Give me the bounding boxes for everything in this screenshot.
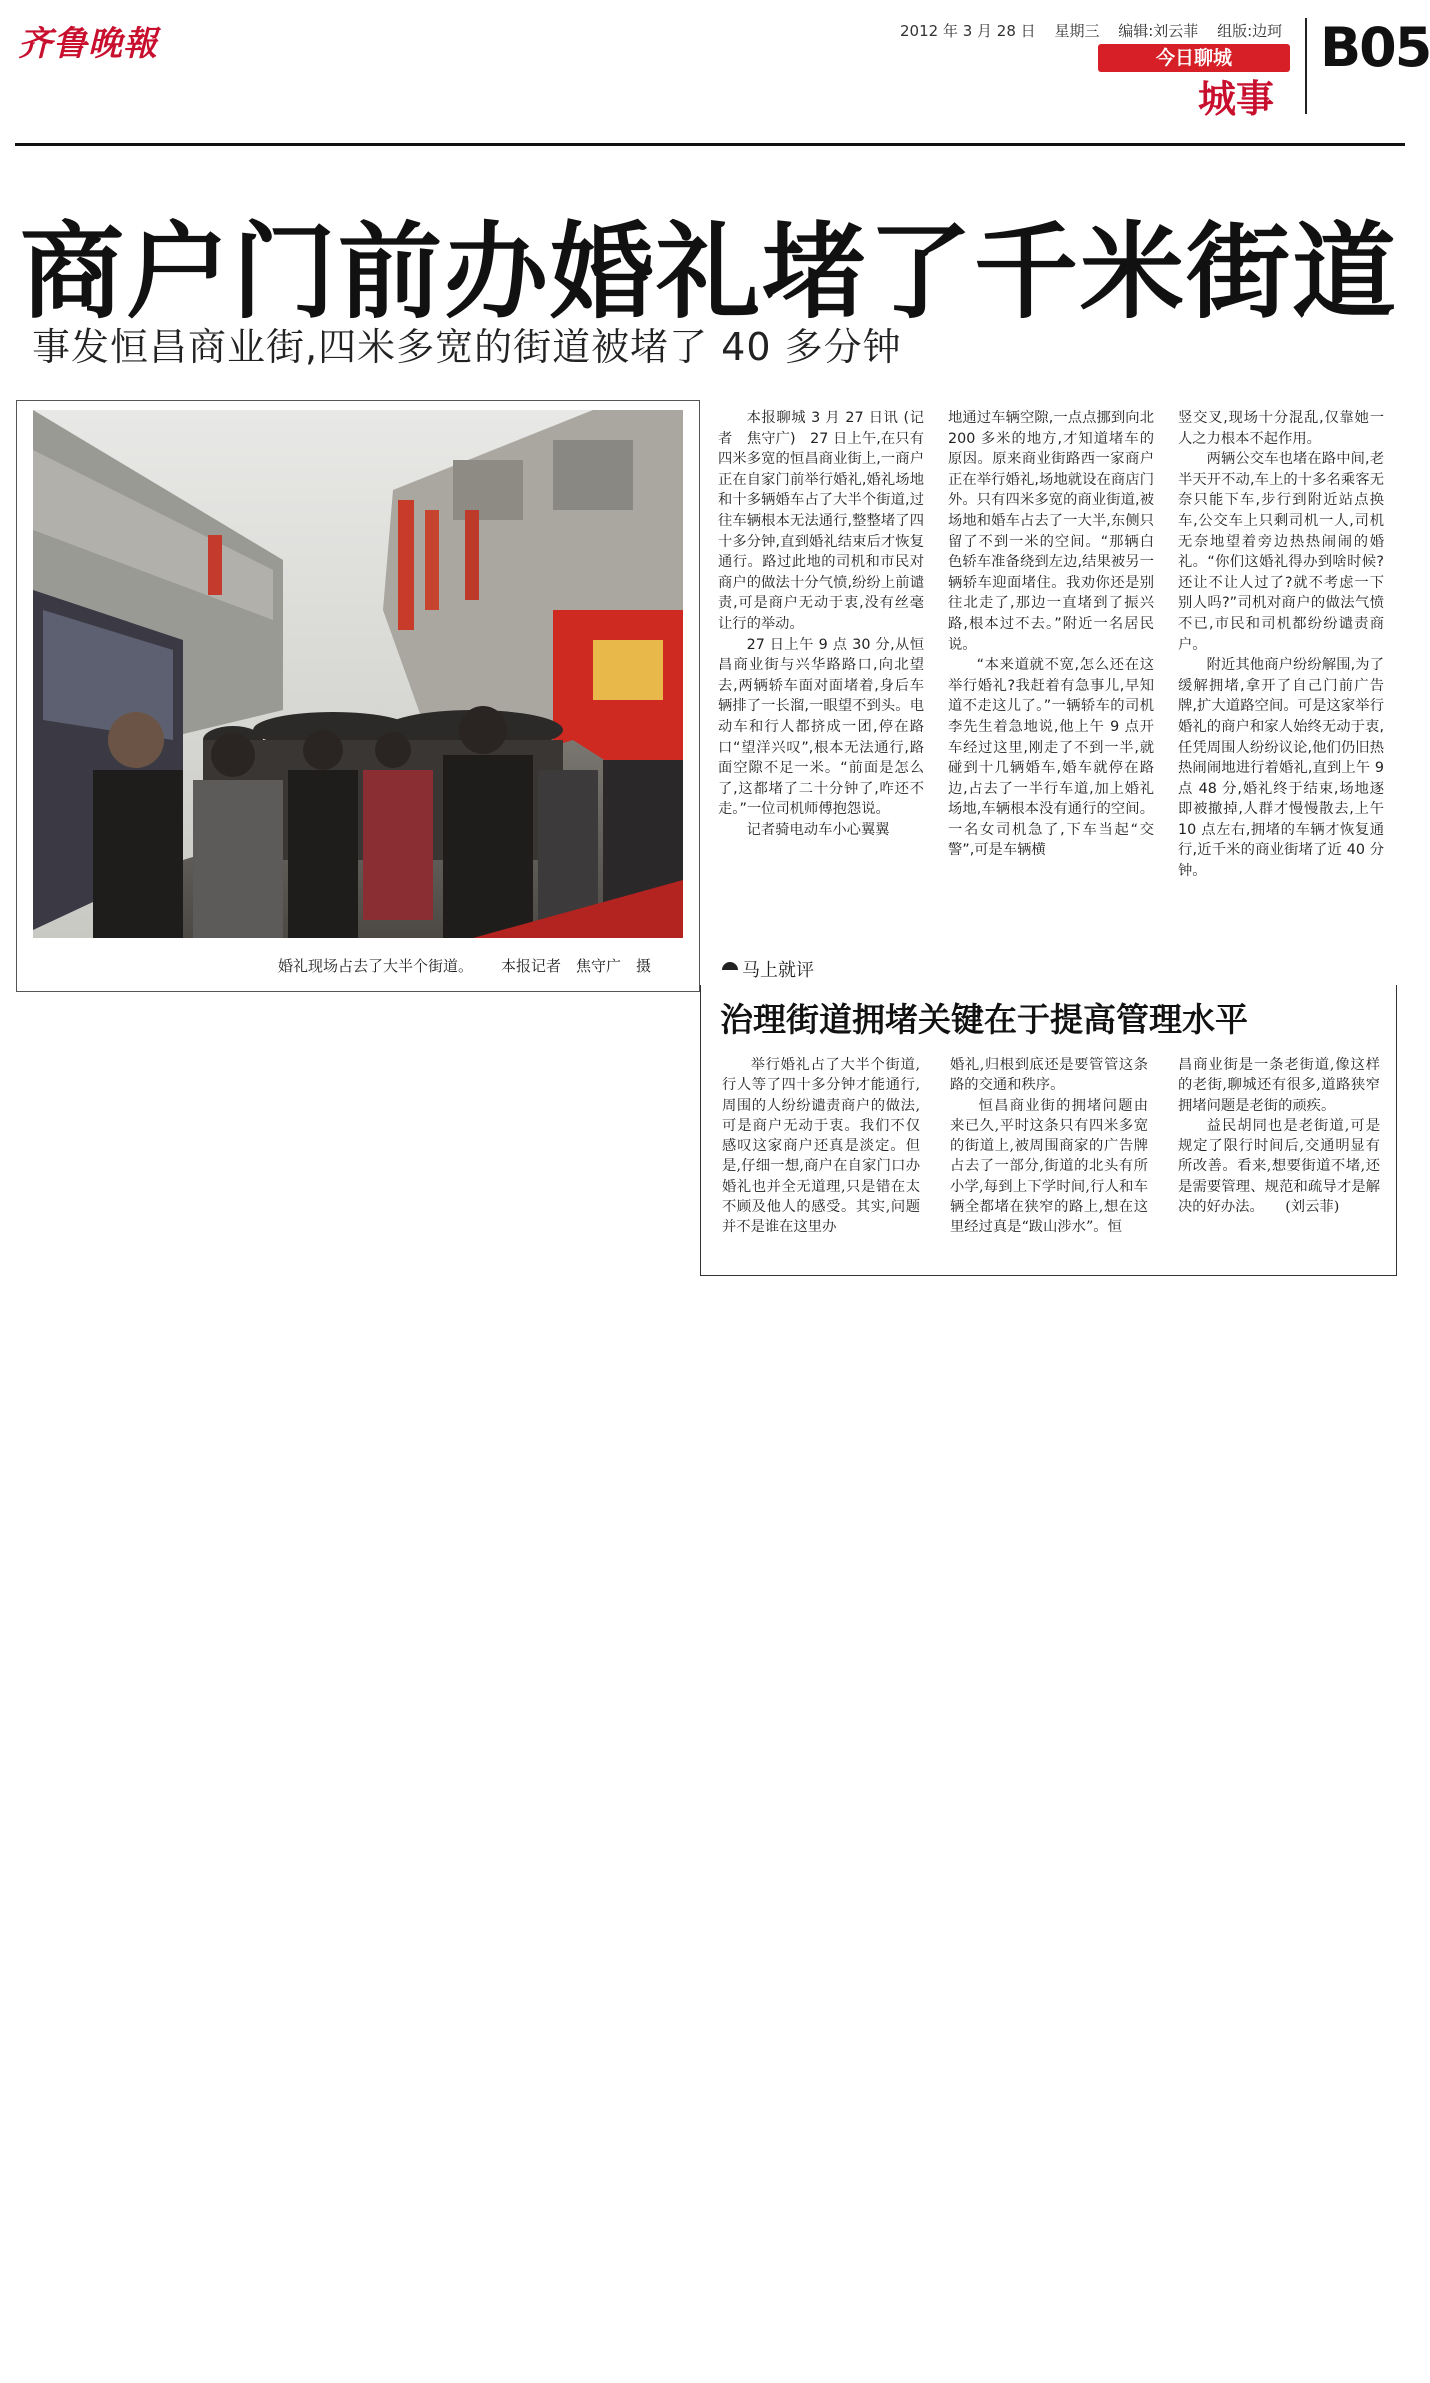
article-column-1 bbox=[718, 408, 924, 840]
article-paragraph: 竖交叉,现场十分混乱,仅靠她一人之力根本不起作用。 bbox=[1178, 410, 1384, 447]
commentary-column-1 bbox=[722, 1055, 920, 1238]
article-paragraph: “本来道就不宽,怎么还在这举行婚礼?我赶着有急事儿,早知道不走这儿了。”一辆轿车的司机李先生着急地说,他上午 9 点开车经过这里,刚走了不到一半,就碰到十几辆婚车,婚车就停在路边,占去了一半行车道,加上婚礼场地,车辆根本没有通行的空间。一名女司机急了,下车当起“交警”,可是车辆横 bbox=[948, 657, 1154, 859]
issue-meta bbox=[900, 20, 1296, 41]
article-headline: 商户门前办婚礼堵了千米街道 bbox=[20, 211, 1399, 333]
article-column-2 bbox=[948, 408, 1154, 861]
commentary-paragraph: 婚礼,归根到底还是要管管这条路的交通和秩序。 bbox=[950, 1057, 1148, 1094]
issue-editor: 编辑:刘云菲 bbox=[1118, 22, 1199, 40]
section-tag: 今日聊城 bbox=[1098, 44, 1290, 72]
commentary-title: 治理街道拥堵关键在于提高管理水平 bbox=[720, 1000, 1248, 1039]
article-subhead: 事发恒昌商业街,四米多宽的街道被堵了 40 多分钟 bbox=[32, 325, 902, 369]
photo-caption bbox=[278, 955, 651, 976]
header-divider bbox=[1305, 18, 1307, 114]
caption-text: 婚礼现场占去了大半个街道。 bbox=[278, 957, 474, 975]
photo-credit: 本报记者 焦守广 摄 bbox=[501, 957, 652, 975]
issue-weekday: 星期三 bbox=[1054, 22, 1100, 40]
commentary-paragraph: 举行婚礼占了大半个街道,行人等了四十多分钟才能通行,周围的人纷纷谴责商户的做法,可是商户无动于衷。我们不仅感叹这家商户还真是淡定。但是,仔细一想,商户在自家门口办婚礼也并全无道理,只是错在太不顾及他人的感受。其实,问题并不是谁在这里办 bbox=[722, 1057, 920, 1236]
article-paragraph: 地通过车辆空隙,一点点挪到向北 200 多米的地方,才知道堵车的原因。原来商业街路西一家商户正在举行婚礼,场地就设在商店门外。只有四米多宽的商业街道,被场地和婚车占去了一大半,东侧只留了不到一米的空间。“那辆白色轿车准备绕到左边,结果被另一辆轿车迎面堵住。我劝你还是别往北走了,那边一直堵到了振兴路,根本过不去。”附近一名居民说。 bbox=[948, 410, 1154, 653]
commentary-column-2 bbox=[950, 1055, 1148, 1238]
newspaper-logo: 齐鲁晚報 bbox=[18, 24, 158, 64]
section-name: 城事 bbox=[1198, 77, 1275, 121]
commentary-column-3 bbox=[1178, 1055, 1380, 1217]
issue-date: 2012 年 3 月 28 日 bbox=[900, 22, 1036, 40]
half-circle-icon bbox=[722, 962, 738, 978]
article-paragraph: 本报聊城 3 月 27 日讯 (记者 焦守广) 27 日上午,在只有四米多宽的恒昌商业街上,一商户正在自家门前举行婚礼,婚礼场地和十多辆婚车占了大半个街道,过往车辆根本无法通行,整整堵了四十多分钟,直到婚礼结束后才恢复通行。路过此地的司机和市民对商户的做法十分气愤,纷纷上前谴责,可是商户无动于衷,没有丝毫让行的举动。 bbox=[718, 410, 924, 632]
article-paragraph: 记者骑电动车小心翼翼 bbox=[746, 821, 890, 838]
news-photo bbox=[33, 410, 683, 938]
article-paragraph: 附近其他商户纷纷解围,为了缓解拥堵,拿开了自己门前广告牌,扩大道路空间。可是这家举行婚礼的商户和家人始终无动于衷,任凭周围人纷纷议论,他们仍旧热热闹闹地进行着婚礼,直到上午 9 点 48 分,婚礼终于结束,场地逐即被撤掉,人群才慢慢散去,上午 10 点左右,拥堵的车辆才恢复通行,近千米的商业街堵了近 40 分钟。 bbox=[1178, 657, 1384, 880]
commentary-label-text: 马上就评 bbox=[742, 960, 814, 981]
article-paragraph: 两辆公交车也堵在路中间,老半天开不动,车上的十多名乘客无奈只能下车,步行到附近站点换车,公交车上只剩司机一人,司机无奈地望着旁边热热闹闹的婚礼。“你们这婚礼得办到啥时候?还让不让人过了?就不考虑一下别人吗?”司机对商户的做法气愤不已,市民和司机都纷纷谴责商户。 bbox=[1178, 451, 1384, 653]
issue-layout: 组版:边珂 bbox=[1217, 22, 1283, 40]
article-paragraph: 27 日上午 9 点 30 分,从恒昌商业街与兴华路路口,向北望去,两辆轿车面对面堵着,身后车辆排了一长溜,一眼望不到头。电动车和行人都挤成一团,停在路口“望洋兴叹”,根本无法通行,路面空隙不足一米。“前面是怎么了,这都堵了二十分钟了,咋还不走。”一位司机师傅抱怨说。 bbox=[718, 636, 924, 818]
commentary-paragraph: 恒昌商业街的拥堵问题由来已久,平时这条只有四米多宽的街道上,被周围商家的广告牌占去了一部分,街道的北头有所小学,每到上下学时间,行人和车辆全都堵在狭窄的路上,想在这里经过真是“跋山涉水”。恒 bbox=[950, 1097, 1148, 1236]
top-rule bbox=[15, 143, 1405, 146]
page-number: B05 bbox=[1320, 16, 1430, 79]
commentary-paragraph: 昌商业街是一条老街道,像这样的老街,聊城还有很多,道路狭窄拥堵问题是老街的顽疾。 bbox=[1178, 1057, 1380, 1114]
article-column-3 bbox=[1178, 408, 1384, 882]
commentary-label bbox=[722, 956, 814, 982]
commentary-paragraph: 益民胡同也是老街道,可是规定了限行时间后,交通明显有所改善。看来,想要街道不堵,还是需要管理、规范和疏导才是解决的好办法。 (刘云菲) bbox=[1178, 1117, 1380, 1216]
